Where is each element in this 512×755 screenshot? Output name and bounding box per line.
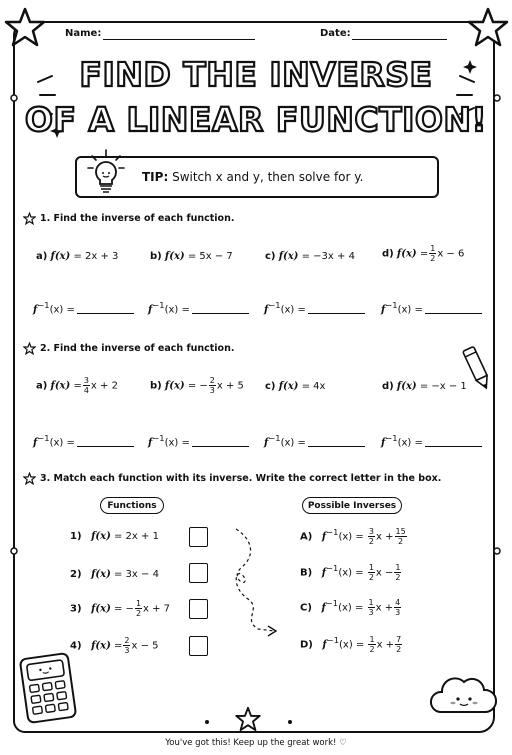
answer-line[interactable] [77,313,134,314]
calculator-icon [16,652,80,724]
item-number: 2) [70,569,82,580]
star-icon [23,472,36,485]
function-expression: = −3x + 4 [301,251,355,262]
fraction [394,598,401,617]
answer-label: f [148,437,153,449]
inverse-label: (x) = [338,602,364,614]
function-label: f(x) [91,603,111,615]
function-label: f(x) [91,531,111,542]
answer-label: −1 [385,433,398,443]
inverses-header: Possible Inverses [302,497,402,514]
lightbulb-icon [86,148,126,196]
numerator: 4 [395,598,401,607]
inverse-label: f [321,567,327,579]
function-expression: = 3x − 4 [114,569,159,580]
function-label: f(x) [164,251,185,262]
denominator: 3 [124,646,130,655]
answer-label: −1 [268,433,281,443]
numerator: 1 [368,563,374,572]
answer-label: (x) = [397,304,423,316]
function-expression: = 2x + 1 [114,531,159,542]
denominator: 2 [368,537,375,546]
match-function-2 [70,569,159,580]
function-expression: x − 6 [437,248,465,260]
function-expression: = − [114,603,134,615]
answer-label: (x) = [164,437,190,449]
fraction [123,636,130,655]
problem-1c [265,251,355,262]
answer-label: (x) = [280,437,306,449]
item-letter: a) [36,251,48,262]
numerator: 3 [83,376,89,385]
function-label: f(x) [396,381,417,392]
answer-label: (x) = [49,304,75,316]
function-expression: = 5x − 7 [187,251,233,262]
problem-2c [265,381,325,392]
denominator: 4 [83,386,89,395]
name-label: Name: [65,28,102,39]
function-expression: x + 7 [143,603,171,615]
function-label: f(x) [50,251,71,262]
date-label: Date: [320,28,351,39]
problem-2b [150,376,244,395]
problem-2d [382,381,467,392]
function-label: f(x) [278,381,299,392]
star-icon [23,342,36,355]
function-expression: = [114,640,123,652]
answer-label: −1 [37,300,50,310]
answer-1a[interactable] [33,300,134,315]
match-function-1 [70,531,159,542]
inverse-label: −1 [326,527,339,538]
function-label: f(x) [91,640,111,652]
answer-label: f [33,437,38,449]
item-letter: c) [265,381,276,392]
inverse-expression: x − [375,567,394,579]
option-letter: B) [300,567,313,579]
title-line-2: OF A LINEAR FUNCTION! [24,100,488,139]
item-number: 1) [70,531,82,542]
answer-label: f [381,304,386,316]
denominator: 2 [135,609,142,618]
section-3-heading: 3. Match each function with its inverse. Write the correct letter in the box. [40,473,442,484]
function-expression: = 2x + 3 [73,251,119,262]
numerator: 1 [368,598,374,607]
item-number: 3) [70,603,82,615]
inverse-label: (x) = [338,567,364,579]
item-letter: d) [382,248,394,260]
denominator: 3 [368,608,374,617]
numerator: 15 [395,527,406,536]
answer-line[interactable] [425,446,482,447]
inverse-label: (x) = [338,531,364,543]
item-letter: b) [150,380,162,392]
inverse-label: f [322,639,327,651]
match-function-3 [70,599,170,618]
fraction [395,635,402,654]
answer-label: (x) = [164,304,190,316]
denominator: 3 [209,386,215,395]
answer-label: −1 [152,433,165,443]
answer-label: −1 [268,300,281,310]
function-label: f(x) [91,569,111,580]
numerator: 1 [369,635,375,644]
function-label: f(x) [396,248,417,260]
denominator: 2 [430,254,436,263]
answer-label: −1 [385,300,398,310]
fraction [429,244,436,263]
inverse-label: (x) = [339,639,365,651]
function-label: f(x) [50,380,71,392]
answer-box-2[interactable] [189,563,208,583]
function-expression: = 4x [301,381,326,392]
answer-label: f [381,437,386,449]
answer-label: f [264,437,269,449]
function-expression: x + 5 [216,380,244,392]
section-1-heading: 1. Find the inverse of each function. [40,213,235,224]
numerator: 1 [430,244,436,253]
fraction [368,598,375,617]
numerator: 3 [368,527,375,536]
date-field[interactable] [352,39,447,40]
function-label: f(x) [278,251,299,262]
answer-box-1[interactable] [189,527,208,547]
inverse-expression: x + [376,531,394,543]
option-letter: A) [300,531,313,543]
tip-text [142,170,363,184]
fraction [135,599,142,618]
section-2-heading: 2. Find the inverse of each function. [40,343,235,354]
fraction [394,563,401,582]
answer-1c[interactable] [264,300,365,315]
inverse-label: −1 [326,563,339,574]
denominator: 2 [368,573,374,582]
answer-label: (x) = [397,437,423,449]
name-field[interactable] [103,39,255,40]
option-letter: D) [300,639,313,651]
star-icon [23,212,36,225]
function-expression: = − [187,380,208,392]
fraction [395,527,407,546]
denominator: 3 [395,608,401,617]
fraction [83,376,90,395]
function-expression: x + 2 [90,380,118,392]
tip-body: Switch x and y, then solve for y. [172,170,364,184]
numerator: 2 [124,636,130,645]
answer-1b[interactable] [148,300,249,315]
cloud-icon [428,668,498,718]
denominator: 2 [398,537,404,546]
denominator: 2 [395,573,401,582]
inverse-expression: x + [375,602,394,614]
problem-2a [36,376,118,395]
option-letter: C) [300,602,312,614]
fraction [209,376,216,395]
answer-line[interactable] [308,446,365,447]
item-letter: b) [150,251,162,262]
denominator: 2 [369,645,375,654]
match-function-4 [70,636,159,655]
inverse-label: −1 [326,635,340,646]
title-line-1: FIND THE INVERSE [79,55,433,94]
item-number: 4) [70,640,82,652]
inverse-expression: x + [376,639,395,651]
answer-line[interactable] [192,313,249,314]
tip-label: TIP: [142,170,169,184]
answer-box-3[interactable] [189,599,208,619]
functions-header: Functions [100,497,164,514]
dashed-arrow-icon [222,525,282,640]
answer-label: (x) = [280,304,306,316]
inverse-option-b [300,563,402,582]
answer-line[interactable] [425,313,482,314]
answer-2c[interactable] [264,433,365,448]
item-letter: c) [265,251,276,262]
answer-label: −1 [37,433,50,443]
answer-1d[interactable] [381,300,482,315]
item-letter: d) [382,381,394,392]
inverse-option-c [300,598,402,617]
inverse-label: −1 [325,598,339,609]
function-expression: = [73,380,82,392]
answer-line[interactable] [308,313,365,314]
answer-label: f [264,304,269,316]
answer-2b[interactable] [148,433,249,448]
answer-line[interactable] [77,446,134,447]
function-expression: = [419,248,429,260]
problem-1b [150,251,233,262]
function-label: f(x) [164,380,185,392]
problem-1a [36,251,118,262]
inverse-label: f [321,531,327,543]
answer-2d[interactable] [381,433,482,448]
problem-1d [382,244,464,263]
answer-2a[interactable] [33,433,134,448]
answer-label: f [148,304,153,316]
inverse-option-a [300,527,408,546]
numerator: 1 [135,599,142,608]
item-letter: a) [36,380,48,392]
answer-line[interactable] [192,446,249,447]
inverse-option-d [300,635,403,654]
numerator: 1 [395,563,401,572]
denominator: 2 [396,645,402,654]
numerator: 7 [396,635,402,644]
answer-label: −1 [152,300,165,310]
fraction [368,563,375,582]
fraction [368,527,375,546]
function-expression: x − 5 [131,640,159,652]
footer-message: You've got this! Keep up the great work! ♡ [165,738,347,748]
function-expression: = −x − 1 [419,381,467,392]
fraction [368,635,375,654]
numerator: 2 [209,376,215,385]
answer-box-4[interactable] [189,636,208,656]
inverse-label: f [321,602,326,614]
answer-label: (x) = [49,437,75,449]
answer-label: f [33,304,38,316]
